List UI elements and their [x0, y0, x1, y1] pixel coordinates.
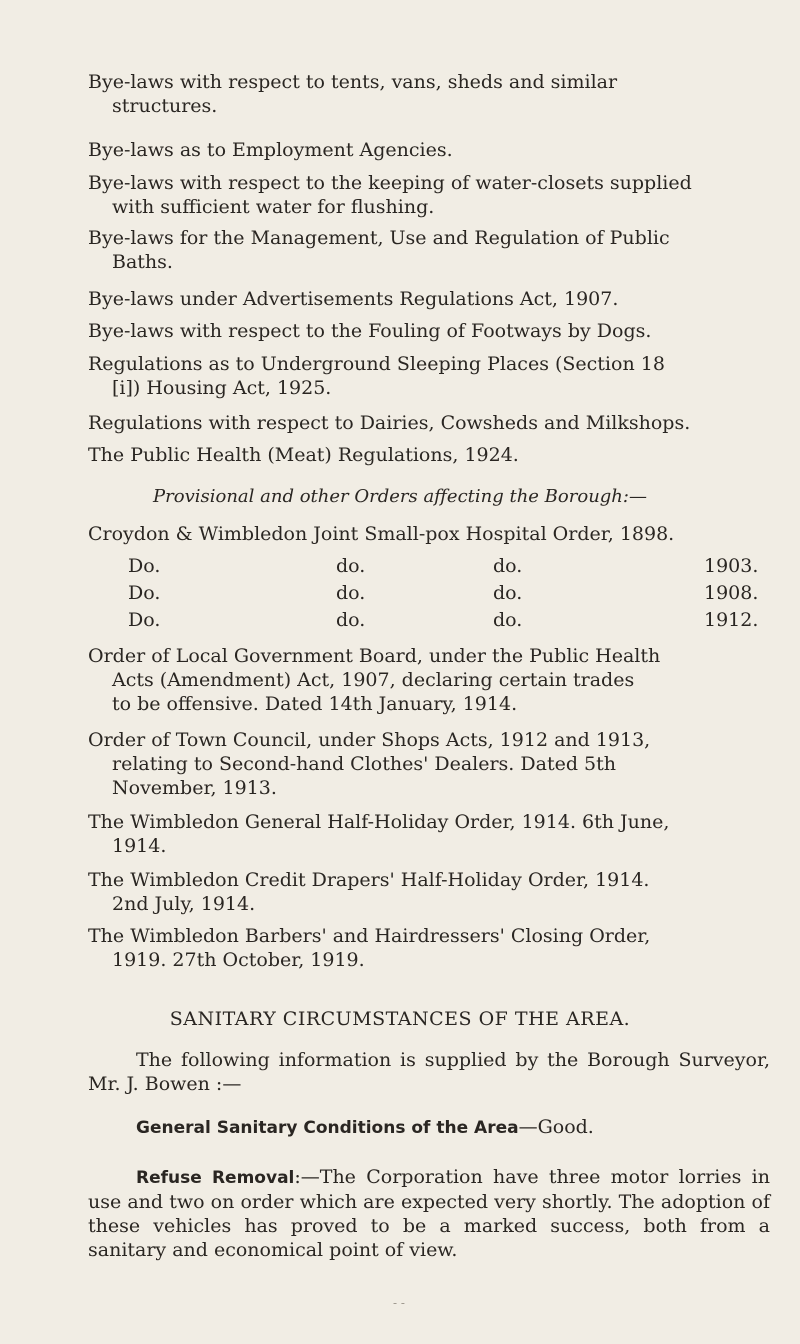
- order-continuation: Acts (Amendment) Act, 1907, declaring certain trades: [112, 669, 635, 691]
- byelaw-line: Bye-laws as to Employment Agencies.: [88, 139, 453, 161]
- general-conditions: [88, 1115, 770, 1140]
- year-cell: 1903.: [704, 555, 759, 577]
- year-cell: 1908.: [704, 582, 759, 604]
- byelaw-entry: [88, 287, 770, 311]
- order-continuation: to be offensive. Dated 14th January, 1914.: [112, 693, 518, 715]
- byelaw-entry: [88, 352, 770, 400]
- ditto-cell: do.: [336, 609, 366, 631]
- order-continuation: relating to Second-hand Clothes' Dealers. Dated 5th: [112, 753, 616, 775]
- order-entry: [88, 728, 770, 800]
- byelaw-line: Bye-laws with respect to the Fouling of Footways by Dogs.: [88, 320, 652, 342]
- order-line: The Wimbledon Credit Drapers' Half-Holiday Order, 1914.: [88, 869, 650, 891]
- byelaw-entry: [88, 319, 770, 343]
- hospital-order-row: [88, 582, 768, 606]
- ditto-cell: do.: [493, 582, 523, 604]
- orders-heading: Provisional and other Orders affecting the Borough:—: [153, 486, 647, 507]
- hospital-order-row: [88, 555, 768, 579]
- ditto-cell: do.: [493, 609, 523, 631]
- byelaw-line: Bye-laws under Advertisements Regulations Act, 1907.: [88, 288, 619, 310]
- page-mark: - -: [393, 1296, 405, 1310]
- refuse-label: Refuse Removal: [136, 1168, 295, 1188]
- byelaw-line: The Public Health (Meat) Regulations, 1924.: [88, 444, 519, 466]
- refuse-paragraph: [88, 1165, 770, 1262]
- byelaw-entry: [88, 171, 770, 219]
- ditto-cell: Do.: [128, 609, 161, 631]
- order-line: The Wimbledon Barbers' and Hairdressers' Closing Order,: [88, 925, 651, 947]
- order-continuation: November, 1913.: [112, 777, 277, 799]
- order-continuation: 1914.: [112, 835, 167, 857]
- byelaw-entry: [88, 411, 770, 435]
- byelaw-entry: [88, 70, 770, 118]
- byelaw-continuation: [i]) Housing Act, 1925.: [112, 377, 332, 399]
- section-heading: SANITARY CIRCUMSTANCES OF THE AREA.: [169, 1008, 631, 1030]
- ditto-cell: Do.: [128, 582, 161, 604]
- order-entry: [88, 810, 770, 858]
- ditto-cell: do.: [493, 555, 523, 577]
- order-continuation: 2nd July, 1914.: [112, 893, 256, 915]
- general-conditions-value: —Good.: [518, 1116, 594, 1138]
- byelaw-continuation: Baths.: [112, 251, 173, 273]
- general-conditions-label: General Sanitary Conditions of the Area: [136, 1118, 519, 1138]
- byelaw-line: Bye-laws with respect to the keeping of water-closets supplied: [88, 172, 692, 194]
- year-cell: 1912.: [704, 609, 759, 631]
- intro-paragraph: The following information is supplied by the Borough Surveyor, Mr. J. Bowen :—: [88, 1049, 770, 1095]
- ditto-cell: Do.: [128, 555, 161, 577]
- byelaw-continuation: structures.: [112, 95, 218, 117]
- refuse-text: :—The Corporation have three motor lorries in use and two on order which are expected very shortly. The adoption of these vehicles has proved to be a marked success, both from a sanitary and economical point of view.: [88, 1166, 770, 1261]
- hospital-order-row: [88, 609, 768, 633]
- hospital-order-first: Croydon & Wimbledon Joint Small-pox Hospital Order, 1898.: [88, 523, 675, 545]
- byelaw-entry: [88, 226, 770, 274]
- order-entry: [88, 868, 770, 916]
- ditto-cell: do.: [336, 555, 366, 577]
- byelaw-line: Regulations as to Underground Sleeping Places (Section 18: [88, 353, 665, 375]
- byelaw-entry: [88, 443, 770, 467]
- order-entry: [88, 644, 770, 716]
- order-entry: [88, 924, 770, 972]
- byelaw-continuation: with sufficient water for flushing.: [112, 196, 435, 218]
- order-line: Order of Local Government Board, under the Public Health: [88, 645, 661, 667]
- byelaw-entry: [88, 138, 770, 162]
- byelaw-line: Bye-laws for the Management, Use and Regulation of Public: [88, 227, 670, 249]
- order-line: Order of Town Council, under Shops Acts, 1912 and 1913,: [88, 729, 651, 751]
- order-continuation: 1919. 27th October, 1919.: [112, 949, 365, 971]
- ditto-cell: do.: [336, 582, 366, 604]
- order-line: The Wimbledon General Half-Holiday Order, 1914. 6th June,: [88, 811, 670, 833]
- byelaw-line: Bye-laws with respect to tents, vans, sheds and similar: [88, 71, 618, 93]
- byelaw-line: Regulations with respect to Dairies, Cowsheds and Milkshops.: [88, 412, 691, 434]
